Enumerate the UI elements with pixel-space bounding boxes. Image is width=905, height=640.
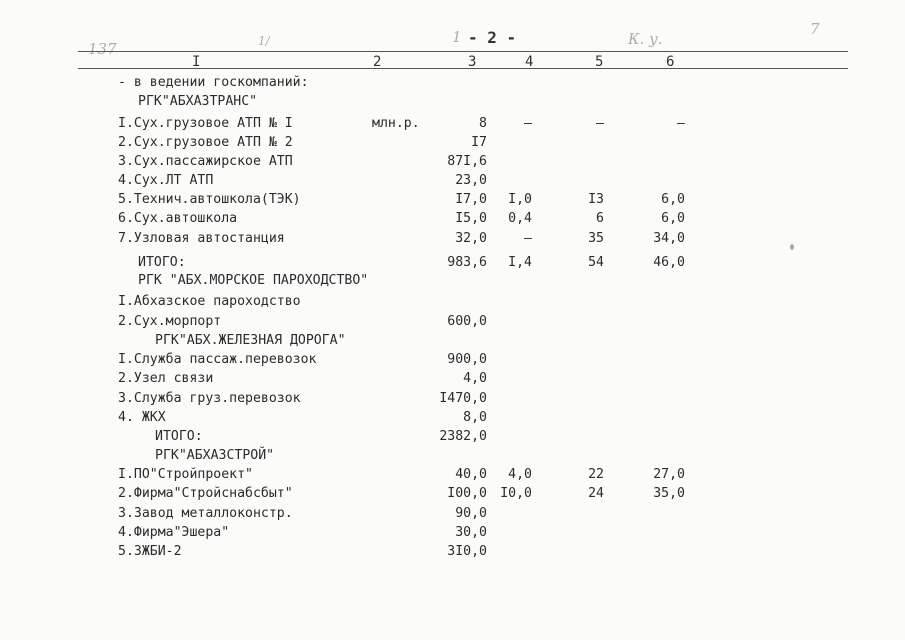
row-label: РГК"АБХ.ЖЕЛЕЗНАЯ ДОРОГА" xyxy=(155,333,346,348)
value-col6: 6,0 xyxy=(661,192,685,207)
value-col3: 23,0 xyxy=(455,173,487,188)
table-row xyxy=(0,408,905,427)
value-col6: 27,0 xyxy=(653,467,685,482)
value-col5: 35 xyxy=(588,231,604,246)
value-col4: 0,4 xyxy=(508,211,532,226)
page-number: - 2 - xyxy=(468,28,517,47)
table-row xyxy=(0,542,905,561)
paper-speck xyxy=(790,244,794,250)
table-row xyxy=(0,446,905,465)
table-row xyxy=(0,350,905,369)
table-row xyxy=(0,427,905,446)
value-col5: 22 xyxy=(588,467,604,482)
table-row xyxy=(0,523,905,542)
value-col6: 35,0 xyxy=(653,486,685,501)
row-label: 3.Служба груз.перевозок xyxy=(118,391,301,406)
value-col3: 8 xyxy=(479,116,487,131)
table-row xyxy=(0,484,905,503)
table-row xyxy=(0,312,905,331)
value-col5: 6 xyxy=(596,211,604,226)
table-row xyxy=(0,92,905,111)
value-col3: 3I0,0 xyxy=(447,544,487,559)
row-label: 2.Сух.морпорт xyxy=(118,314,222,329)
value-col3: I470,0 xyxy=(439,391,487,406)
row-label: 2.Фирма"Стройснабсбыт" xyxy=(118,486,293,501)
value-col5: – xyxy=(596,116,604,131)
value-col3: I7 xyxy=(471,135,487,150)
value-col3: I7,0 xyxy=(455,192,487,207)
table-row xyxy=(0,504,905,523)
column-header-1: I xyxy=(192,54,201,70)
value-col3: 900,0 xyxy=(447,352,487,367)
table-row xyxy=(0,271,905,290)
table-row xyxy=(0,171,905,190)
table-row xyxy=(0,73,905,92)
value-col6: 34,0 xyxy=(653,231,685,246)
handwritten-mark-left2: 1/ xyxy=(258,34,270,48)
column-header-6: 6 xyxy=(666,54,675,70)
table-row xyxy=(0,369,905,388)
row-label: 5.ЗЖБИ-2 xyxy=(118,544,182,559)
table-row xyxy=(0,133,905,152)
row-label: РГК "АБХ.МОРСКОЕ ПАРОХОДСТВО" xyxy=(138,273,369,288)
unit-cell: млн.р. xyxy=(372,116,420,131)
value-col4: – xyxy=(524,231,532,246)
row-label: РГК"АБХАЗСТРОЙ" xyxy=(155,448,275,463)
column-header-4: 4 xyxy=(525,54,534,70)
value-col5: 24 xyxy=(588,486,604,501)
table-row xyxy=(0,292,905,311)
row-label: 4.Сух.ЛТ АТП xyxy=(118,173,214,188)
column-header-2: 2 xyxy=(373,54,382,70)
value-col4: – xyxy=(524,116,532,131)
table-row xyxy=(0,152,905,171)
row-label: 3.Завод металлоконстр. xyxy=(118,506,293,521)
value-col3: 983,6 xyxy=(447,255,487,270)
table-row xyxy=(0,209,905,228)
row-label: I.Сух.грузовое АТП № I xyxy=(118,116,293,131)
header-bottom-rule xyxy=(78,68,848,69)
table-row xyxy=(0,229,905,248)
value-col4: I,0 xyxy=(508,192,532,207)
handwritten-mark-left: 137 xyxy=(88,40,117,58)
value-col3: I5,0 xyxy=(455,211,487,226)
row-label: 6.Сух.автошкола xyxy=(118,211,238,226)
handwritten-mark-corner: 7 xyxy=(810,20,820,38)
row-label: 3.Сух.пассажирское АТП xyxy=(118,154,293,169)
value-col6: 6,0 xyxy=(661,211,685,226)
row-label: 2.Сух.грузовое АТП № 2 xyxy=(118,135,293,150)
handwritten-mark-center: 1 xyxy=(452,28,462,46)
row-label: I.ПО"Стройпроект" xyxy=(118,467,253,482)
table-row xyxy=(0,114,905,133)
value-col3: 87I,6 xyxy=(447,154,487,169)
value-col4: I,4 xyxy=(508,255,532,270)
row-label: 4.Фирма"Эшера" xyxy=(118,525,230,540)
value-col3: 90,0 xyxy=(455,506,487,521)
row-label: 4. ЖКХ xyxy=(118,410,166,425)
row-label: РГК"АБХАЗТРАНС" xyxy=(138,94,258,109)
value-col3: I00,0 xyxy=(447,486,487,501)
value-col3: 32,0 xyxy=(455,231,487,246)
table-row xyxy=(0,389,905,408)
table-row xyxy=(0,331,905,350)
value-col6: 46,0 xyxy=(653,255,685,270)
value-col3: 8,0 xyxy=(463,410,487,425)
table-row xyxy=(0,253,905,272)
column-header-3: 3 xyxy=(468,54,477,70)
row-label: ИТОГО: xyxy=(155,429,203,444)
handwritten-mark-right: К. у. xyxy=(628,30,663,48)
value-col5: I3 xyxy=(588,192,604,207)
value-col3: 600,0 xyxy=(447,314,487,329)
value-col3: 4,0 xyxy=(463,371,487,386)
row-label: 5.Технич.автошкола(ТЭК) xyxy=(118,192,301,207)
value-col3: 30,0 xyxy=(455,525,487,540)
table-row xyxy=(0,190,905,209)
value-col4: 4,0 xyxy=(508,467,532,482)
column-header-5: 5 xyxy=(595,54,604,70)
row-label: 7.Узловая автостанция xyxy=(118,231,285,246)
row-label: I.Абхазское пароходство xyxy=(118,294,301,309)
row-label: I.Служба пассаж.перевозок xyxy=(118,352,317,367)
row-label: 2.Узел связи xyxy=(118,371,214,386)
table-row xyxy=(0,465,905,484)
value-col6: – xyxy=(677,116,685,131)
value-col3: 40,0 xyxy=(455,467,487,482)
value-col4: I0,0 xyxy=(500,486,532,501)
value-col5: 54 xyxy=(588,255,604,270)
header-top-rule xyxy=(78,51,848,52)
value-col3: 2382,0 xyxy=(439,429,487,444)
row-label: - в ведении госкомпаний: xyxy=(118,75,309,90)
row-label: ИТОГО: xyxy=(138,255,186,270)
